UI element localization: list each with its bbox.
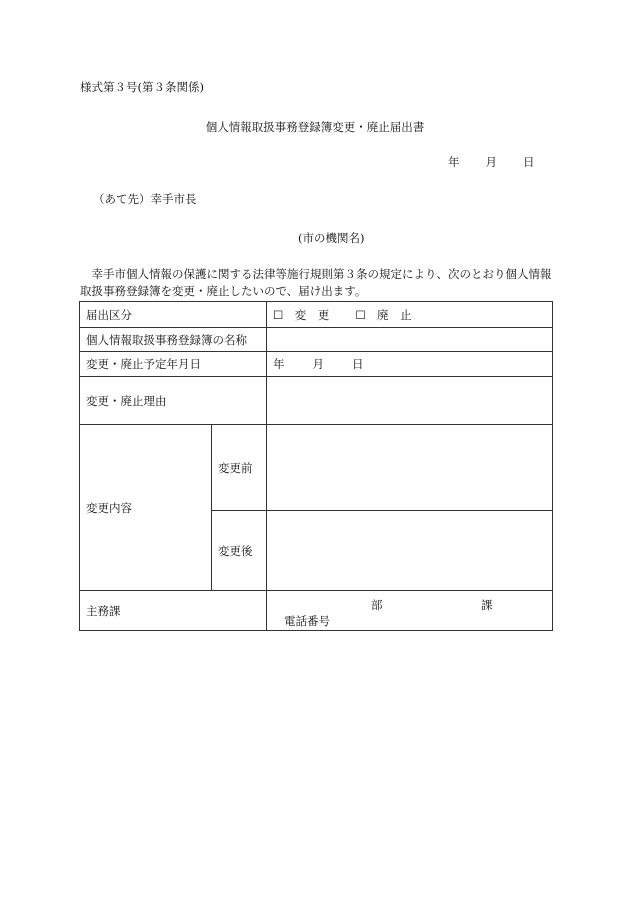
document-title: 個人情報取扱事務登録簿変更・廃止届出書 [205, 120, 425, 134]
date-year: 年 [448, 155, 460, 169]
organ-name: (市の機関名) [298, 231, 365, 245]
option-change-checkbox[interactable]: ☐ 変 更 [273, 307, 330, 322]
name-label: 個人情報取扱事務登録簿の名称 [80, 328, 267, 352]
form-number: 様式第３号(第３条関係) [80, 80, 204, 94]
table-row-reason [80, 377, 553, 425]
after-value-field[interactable] [267, 511, 553, 591]
planned-year: 年 [273, 357, 285, 371]
planned-month: 月 [312, 357, 324, 371]
before-label: 変更前 [212, 425, 267, 511]
date-label: 変更・廃止予定年月日 [80, 352, 267, 377]
table-row-name [80, 328, 553, 352]
option-abolish-checkbox[interactable]: ☐ 廃 止 [355, 307, 412, 322]
dept-value-field[interactable] [267, 591, 553, 631]
content-label: 変更内容 [80, 425, 212, 591]
kubun-label: 届出区分 [80, 302, 267, 328]
addressee: （あて先）幸手市長 [93, 192, 197, 206]
table-row-before [80, 425, 553, 511]
dept-label: 主務課 [80, 591, 267, 631]
before-value-field[interactable] [267, 425, 553, 511]
date-month: 月 [485, 155, 497, 169]
table-row-dept [80, 591, 553, 631]
table-row-kubun [80, 302, 553, 328]
kubun-options [267, 302, 553, 328]
after-label: 変更後 [212, 511, 267, 591]
date-value-field[interactable] [267, 352, 553, 377]
reason-value-field[interactable] [267, 377, 553, 425]
planned-day: 日 [352, 357, 364, 371]
date-day: 日 [523, 155, 535, 169]
name-value-field[interactable] [267, 328, 553, 352]
table-row-date [80, 352, 553, 377]
phone-label: 電話番号 [284, 614, 330, 628]
form-table [79, 301, 553, 631]
submission-date [448, 157, 535, 169]
dept-ka: 課 [481, 598, 493, 612]
reason-label: 変更・廃止理由 [80, 377, 267, 425]
dept-bu: 部 [371, 598, 383, 612]
body-text: 幸手市個人情報の保護に関する法律等施行規則第３条の規定により、次のとおり個人情報取扱事務登録簿を変更・廃止したいので、届け出ます。 [80, 267, 552, 298]
